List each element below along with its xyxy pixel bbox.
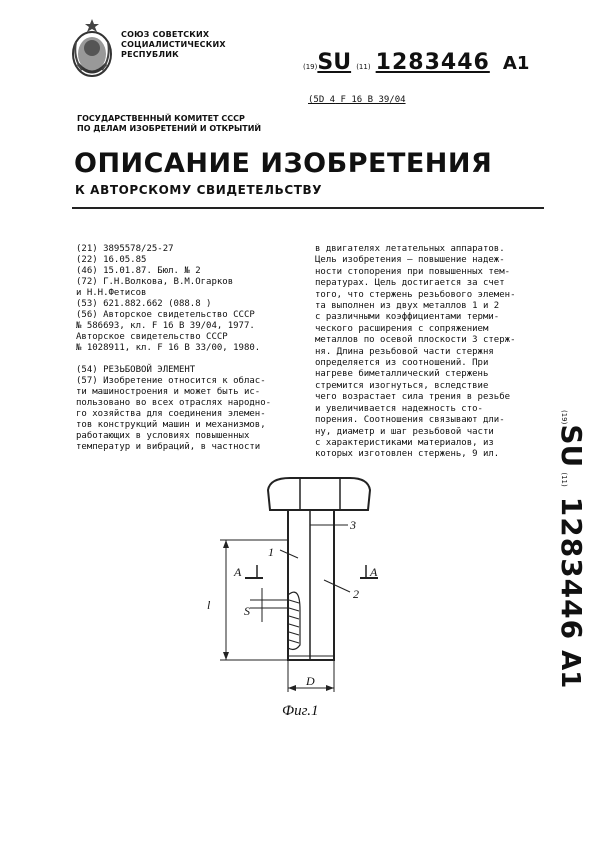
bolt-drawing <box>200 470 430 705</box>
biblio-line: (53) 621.882.662 (088.8 ) <box>76 299 212 309</box>
code-19: (19) <box>303 63 318 71</box>
figure-caption: Фиг.1 <box>282 703 319 719</box>
committee-line: ПО ДЕЛАМ ИЗОБРЕТЕНИЙ И ОТКРЫТИЙ <box>77 124 262 133</box>
abstract-line: Цель изобретения – повышение надеж- <box>315 255 505 266</box>
abstract-line: ческого расширения с сопряжением <box>315 323 489 334</box>
section-label-right: А <box>370 565 378 579</box>
ipc-code: (5D 4 <box>308 95 336 105</box>
abstract-line: ня. Длина резьбовой части стержня <box>315 346 494 357</box>
code-11: (11) <box>356 63 371 71</box>
abstract-line: которых изготовлен стержень, 9 ил. <box>315 449 500 460</box>
biblio-line: (21) 3895578/25-27 <box>76 244 174 254</box>
abstract-line: и увеличивается надежность сто- <box>315 403 483 414</box>
abstract-line: тов конструкций машин и механизмов, <box>76 420 266 430</box>
bolt-drawing-svg <box>200 470 430 700</box>
abstract-line: порения. Соотношения связывают дли- <box>315 415 505 426</box>
bolt-shank <box>288 510 334 660</box>
side-patent-number-value: 1283446 <box>555 496 588 641</box>
abstract-line: того, что стержень резьбового элемен- <box>315 289 516 300</box>
biblio-line: (22) 16.05.85 <box>76 255 147 265</box>
abstract-line: пользовано во всех отраслях народно- <box>76 398 272 408</box>
left-column <box>76 244 298 453</box>
abstract-line: ти машиностроения и может быть ис- <box>76 387 261 397</box>
biblio-line: № 586693, кл. F 16 B 39/04, 1977. <box>76 321 255 331</box>
side-code-11: (11) <box>560 472 568 487</box>
emblem-icon <box>70 18 114 84</box>
header-divider <box>72 207 544 209</box>
arrowhead <box>288 685 296 691</box>
invention-name: (54) РЕЗЬБОВОЙ ЭЛЕМЕНТ <box>76 365 196 375</box>
abstract-line: в двигателях летательных аппаратов. <box>315 244 505 254</box>
side-patent-number <box>555 410 588 688</box>
arrowhead <box>223 540 229 548</box>
arrowhead <box>223 652 229 660</box>
figure-label-2: 2 <box>353 587 359 601</box>
ipc-value: F 16 B 39/04 <box>340 95 406 105</box>
bolt-head <box>268 478 370 510</box>
abstract-line: чего возрастает сила трения в резьбе <box>315 392 511 403</box>
document-title: ОПИСАНИЕ ИЗОБРЕТЕНИЯ <box>74 148 493 179</box>
arrowhead <box>326 685 334 691</box>
union-name <box>121 30 226 60</box>
union-line: РЕСПУБЛИК <box>121 50 179 59</box>
ussr-emblem <box>70 18 114 89</box>
abstract-line: работающих в условиях повышенных <box>76 431 250 441</box>
country-code: SU <box>317 50 352 75</box>
patent-header-number <box>303 50 529 75</box>
patent-number: 1283446 <box>375 50 490 75</box>
abstract-line: с характеристиками материалов, из <box>315 437 494 448</box>
diameter-label: D <box>306 674 315 688</box>
patent-kind: A1 <box>502 53 530 74</box>
abstract-line: го хозяйства для соединения элемен- <box>76 409 266 419</box>
side-patent-kind: A1 <box>555 650 585 689</box>
side-code-19: (19) <box>560 410 568 425</box>
abstract-line: ности стопорения при повышенных тем- <box>315 266 511 277</box>
abstract-line: температур и вибраций, в частности <box>76 442 261 452</box>
abstract-line: (57) Изобретение относится к облас- <box>76 376 266 386</box>
length-label: l <box>207 598 211 612</box>
figure-label-1: 1 <box>268 545 274 559</box>
committee-line: ГОСУДАРСТВЕННЫЙ КОМИТЕТ СССР <box>77 114 245 123</box>
committee-name <box>77 114 261 134</box>
biblio-line: (46) 15.01.87. Бюл. № 2 <box>76 266 201 276</box>
document-subtitle: К АВТОРСКОМУ СВИДЕТЕЛЬСТВУ <box>75 183 323 197</box>
abstract-line: металлов по осевой плоскости 3 стерж- <box>315 335 516 346</box>
right-column <box>315 244 537 461</box>
abstract-line: пературах. Цель достигается за счет <box>315 278 505 289</box>
figure-label-3: 3 <box>350 518 356 532</box>
section-label-left: А <box>234 565 242 579</box>
biblio-line: Авторское свидетельство СССР <box>76 332 228 342</box>
abstract-line: стремится изогнуться, вследствие <box>315 380 489 391</box>
ipc-classification <box>308 95 406 105</box>
union-line: СОЮЗ СОВЕТСКИХ <box>121 30 210 39</box>
biblio-line: (56) Авторское свидетельство СССР <box>76 310 255 320</box>
abstract-line: определяется из соотношений. При <box>315 358 489 369</box>
biblio-line: № 1028911, кл. F 16 B 33/00, 1980. <box>76 343 261 353</box>
side-country-code: SU <box>555 424 588 468</box>
biblio-line: (72) Г.Н.Волкова, В.М.Огарков <box>76 277 234 287</box>
abstract-line: ну, диаметр и шаг резьбовой части <box>315 426 494 437</box>
union-line: СОЦИАЛИСТИЧЕСКИХ <box>121 40 226 49</box>
biblio-line: и Н.Н.Фетисов <box>76 288 147 298</box>
abstract-line: та выполнен из двух металлов 1 и 2 <box>315 301 500 312</box>
pitch-label: S <box>244 604 250 618</box>
abstract-line: с различными коэффициентами терми- <box>315 312 500 323</box>
abstract-line: нагреве биметаллический стержень <box>315 369 489 380</box>
